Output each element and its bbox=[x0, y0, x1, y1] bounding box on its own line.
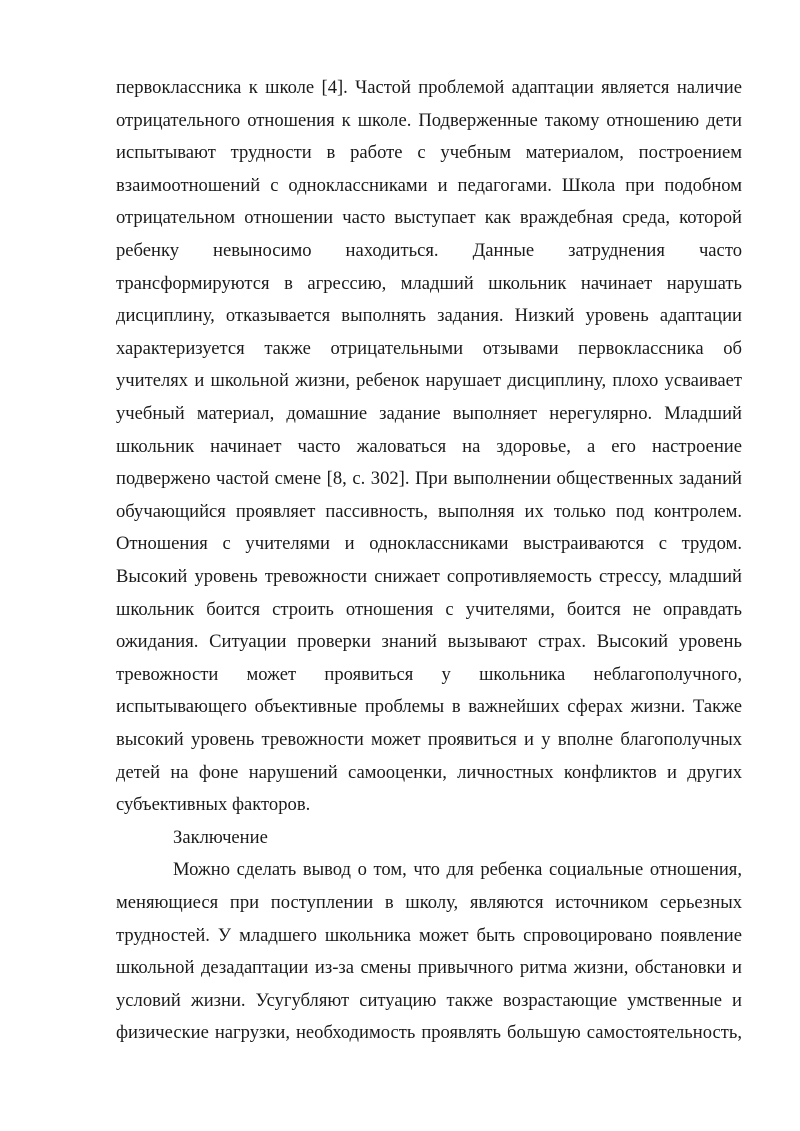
paragraph-line: Отношения с учителями и одноклассниками выстраиваются с трудом. bbox=[116, 533, 742, 555]
paragraph-line: первоклассника к школе [4]. Частой проблемой адаптации является наличие bbox=[116, 77, 742, 98]
paragraph-line: школьник боится строить отношения с учителями, боится не оправдать bbox=[116, 598, 742, 620]
paragraph-line: отрицательном отношении часто выступает как враждебная среда, которой bbox=[116, 207, 742, 229]
paragraph-line: физические нагрузки, необходимость проявлять большую самостоятельность, bbox=[116, 1022, 742, 1044]
section-heading: Заключение bbox=[173, 826, 268, 848]
paragraph-line: условий жизни. Усугубляют ситуацию также возрастающие умственные и bbox=[116, 989, 742, 1011]
paragraph-line: характеризуется также отрицательными отзывами первоклассника об bbox=[116, 337, 742, 359]
paragraph-line: субъективных факторов. bbox=[116, 794, 311, 816]
paragraph-line: трансформируются в агрессию, младший школьник начинает нарушать bbox=[116, 272, 742, 294]
paragraph-line: ожидания. Ситуации проверки знаний вызывают страх. Высокий уровень bbox=[116, 631, 742, 653]
paragraph-line: Высокий уровень тревожности снижает сопротивляемость стрессу, младший bbox=[116, 566, 742, 587]
paragraph-line: испытывающего объективные проблемы в важнейших сферах жизни. Также bbox=[116, 696, 742, 718]
paragraph-line: ребенку невыносимо находиться. Данные затруднения часто bbox=[116, 240, 742, 261]
paragraph-line: обучающийся проявляет пассивность, выполняя их только под контролем. bbox=[116, 500, 742, 522]
paragraph-line: отрицательного отношения к школе. Подверженные такому отношению дети bbox=[116, 109, 742, 131]
paragraph-line: подвержено частой смене [8, с. 302]. При выполнении общественных заданий bbox=[116, 468, 742, 490]
paragraph-line: школьной дезадаптации из-за смены привычного ритма жизни, обстановки и bbox=[116, 957, 742, 979]
paragraph-line: тревожности может проявиться у школьника неблагополучного, bbox=[116, 663, 742, 685]
paragraph-line: учителях и школьной жизни, ребенок нарушает дисциплину, плохо усваивает bbox=[116, 370, 742, 392]
paragraph-line: меняющиеся при поступлении в школу, являются источником серьезных bbox=[116, 892, 742, 913]
paragraph-line: трудностей. У младшего школьника может быть спровоцировано появление bbox=[116, 924, 742, 946]
paragraph-line: испытывают трудности в работе с учебным материалом, построением bbox=[116, 142, 742, 164]
paragraph-line: школьник начинает часто жаловаться на здоровье, а его настроение bbox=[116, 435, 742, 457]
paragraph-line: взаимоотношений с одноклассниками и педагогами. Школа при подобном bbox=[116, 174, 742, 196]
paragraph-line: высокий уровень тревожности может проявиться и у вполне благополучных bbox=[116, 729, 742, 750]
paragraph-line: дисциплину, отказывается выполнять задания. Низкий уровень адаптации bbox=[116, 305, 742, 327]
paragraph-line: Можно сделать вывод о том, что для ребенка социальные отношения, bbox=[173, 859, 742, 881]
paragraph-line: учебный материал, домашние задание выполняет нерегулярно. Младший bbox=[116, 403, 742, 424]
paragraph-line: детей на фоне нарушений самооценки, личностных конфликтов и других bbox=[116, 761, 742, 783]
